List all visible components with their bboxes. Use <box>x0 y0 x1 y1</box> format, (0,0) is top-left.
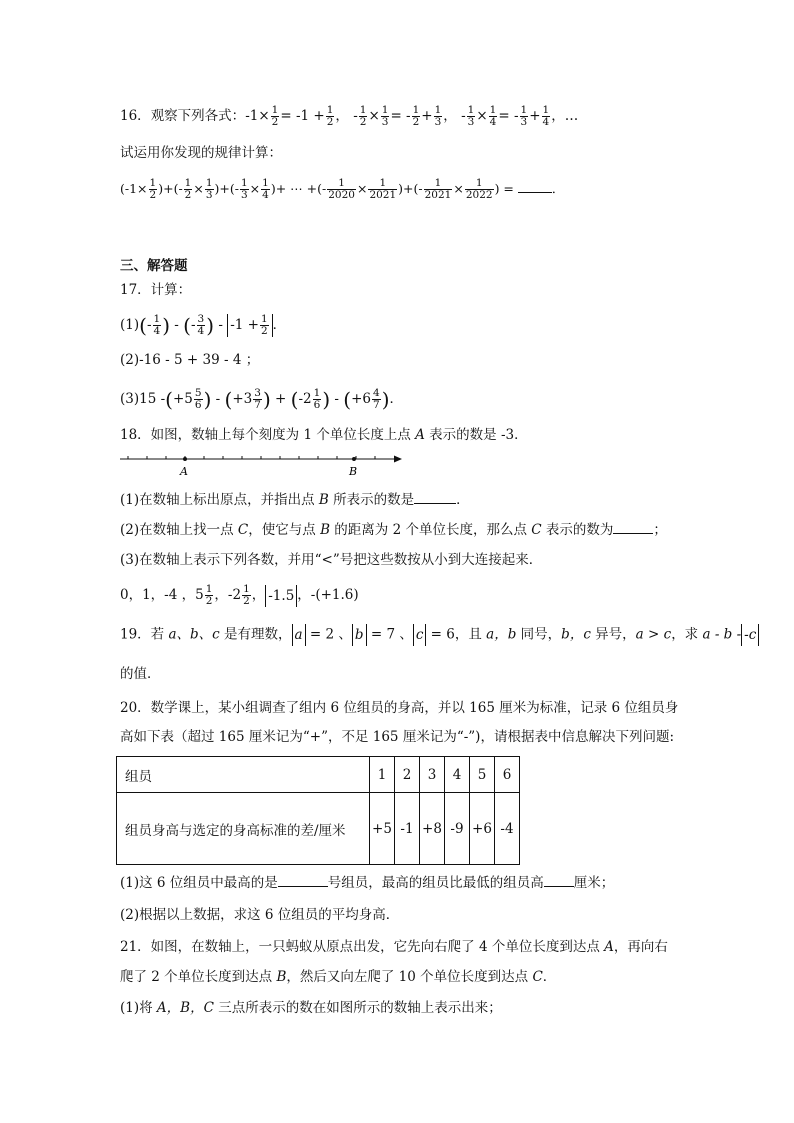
fraction: $\frac{1}{2}$ <box>412 104 420 128</box>
table-cell: 4 <box>445 757 470 793</box>
q16-observe-line: 16．观察下列各式：-1× $\frac{1}{2}$ = -1 + $\frac{1}{2}$ ， - $\frac{1}{2}$ × $\frac{1}{3}$ = - $\frac{1}{2}$ + $\frac{1}{3}$ ， - $\frac{1}{3}$ × $\frac{1}{4}$ = - $\frac{1}{3}$ + $\frac{1}{4}$ ，… <box>120 104 579 128</box>
fraction: $\frac{1}{2}$ <box>184 177 192 201</box>
fraction: $\frac{1}{2}$ <box>260 313 268 337</box>
table-cell: +5 <box>370 793 395 865</box>
table-row <box>117 757 520 793</box>
fraction: $\frac{1}{3}$ <box>520 104 528 128</box>
answer-blank <box>278 886 328 887</box>
fraction: $\frac{1}{2}$ <box>149 177 157 201</box>
table-cell: -1 <box>395 793 420 865</box>
q21-line2: 爬了 2 个单位长度到达点 B，然后又向左爬了 10 个单位长度到达点 C． <box>120 969 557 985</box>
fraction: $\frac{1}{4}$ <box>542 104 550 128</box>
fraction: $\frac{1}{3}$ <box>205 177 213 201</box>
q18-numbers: 0，1，-4 ，5 $\frac{1}{2}$ ，-2 $\frac{1}{2}$ ， -1.5 ，-(+1.6) <box>120 583 359 607</box>
table-cell: +6 <box>470 793 495 865</box>
q20-line2: 高如下表（超过 165 厘米记为“+”，不足 165 厘米记为“-”)，请根据表中信息解决下列问题: <box>120 729 674 745</box>
fraction: $\frac{1}{2021}$ <box>369 177 397 201</box>
fraction: $\frac{1}{3}$ <box>467 104 475 128</box>
q16-instruction: 试运用你发现的规律计算： <box>120 145 282 161</box>
fraction: $\frac{1}{4}$ <box>262 177 269 201</box>
q21-part1: (1)将 A，B，C 三点所表示的数在如图所示的数轴上表示出来； <box>120 1000 502 1016</box>
table-cell: 3 <box>420 757 445 793</box>
fraction: $\frac{1}{2}$ <box>243 583 250 607</box>
point-b <box>352 457 356 461</box>
answer-blank <box>518 192 552 193</box>
table-cell: 2 <box>395 757 420 793</box>
point-a <box>183 457 187 461</box>
arrow-icon <box>394 456 402 463</box>
table-row-label: 组员身高与选定的身高标准的差/厘米 <box>117 793 370 865</box>
fraction: $\frac{1}{4}$ <box>489 104 497 128</box>
fraction: $\frac{1}{6}$ <box>313 387 321 411</box>
fraction: $\frac{1}{2}$ <box>271 104 279 128</box>
q16-expression: (-1× $\frac{1}{2}$ )+(- $\frac{1}{2}$ × $\frac{1}{3}$ )+(- $\frac{1}{3}$ × $\frac{1}{4}$ )+ ⋯ +(- $\frac{1}{2020}$ × $\frac{1}{2021}$ )+(- $\frac{1}{2021}$ × $\frac{1}{2022}$ ) = ． <box>120 177 565 201</box>
q20-line1: 20．数学课上，某小组调查了组内 6 位组员的身高，并以 165 厘米为标准，记录 6 位组员身 <box>120 700 679 716</box>
q17-title: 17．计算： <box>120 282 192 298</box>
q19-question: 19．若 a、b、c 是有理数， a = 2 、 b = 7 、 c = 6，且 a，b 同号，b，c 异号，a > c，求 a - b - -c <box>120 624 759 646</box>
fraction: $\frac{1}{2}$ <box>359 104 367 128</box>
fraction: $\frac{1}{4}$ <box>153 313 161 337</box>
q18-part1: (1)在数轴上标出原点，并指出点 B 所表示的数是 ． <box>120 492 470 508</box>
table-cell: 5 <box>470 757 495 793</box>
table-cell: +8 <box>420 793 445 865</box>
q19-line2: 的值． <box>120 666 161 682</box>
fraction: $\frac{3}{4}$ <box>197 313 205 337</box>
table-cell: 6 <box>495 757 520 793</box>
q18-part2: (2)在数轴上找一点 C，使它与点 B 的距离为 2 个单位长度，那么点 C 表示的数为 ； <box>120 522 667 538</box>
fraction: $\frac{5}{6}$ <box>194 387 202 411</box>
q20-part2: (2)根据以上数据，求这 6 位组员的平均身高． <box>120 907 400 923</box>
q18-part3: (3)在数轴上表示下列各数，并用“<”号把这些数按从小到大连接起来． <box>120 552 543 568</box>
fraction: $\frac{1}{2022}$ <box>465 177 493 201</box>
answer-blank <box>613 533 653 534</box>
table-cell: -9 <box>445 793 470 865</box>
fraction: $\frac{1}{3}$ <box>381 104 389 128</box>
label-a: A <box>180 465 188 478</box>
table-row <box>117 793 520 865</box>
fraction: $\frac{1}{2020}$ <box>328 177 355 201</box>
q17-part1: (1)(- $\frac{1}{4}$ ) - (- $\frac{3}{4}$ ) - -1 + $\frac{1}{2}$ ． <box>120 313 287 338</box>
q18-question: 18．如图，数轴上每个刻度为 1 个单位长度上点 A 表示的数是 -3． <box>120 427 528 443</box>
fraction: $\frac{4}{7}$ <box>373 387 380 411</box>
number-line <box>118 450 408 480</box>
q17-part2: (2)-16 - 5 + 39 - 4 ； <box>120 352 260 368</box>
table-cell: 1 <box>370 757 395 793</box>
table-cell: -4 <box>495 793 520 865</box>
answer-blank <box>544 886 574 887</box>
fraction: $\frac{3}{7}$ <box>254 387 261 411</box>
heights-table <box>116 756 520 865</box>
fraction: $\frac{1}{2}$ <box>205 583 213 607</box>
label-b: B <box>349 465 358 478</box>
answer-blank <box>414 503 456 504</box>
q20-part1: (1)这 6 位组员中最高的是 号组员，最高的组员比最低的组员高 厘米； <box>120 875 615 891</box>
section-title: 三、解答题 <box>120 258 188 274</box>
absolute-value: -1.5 <box>265 585 297 607</box>
fraction: $\frac{1}{3}$ <box>434 104 442 128</box>
fraction: $\frac{1}{2021}$ <box>424 177 452 201</box>
fraction: $\frac{1}{2}$ <box>326 104 334 128</box>
table-header-label: 组员 <box>117 757 370 793</box>
fraction: $\frac{1}{3}$ <box>240 177 248 201</box>
q17-part3: (3)15 -(+5 $\frac{5}{6}$ ) - (+3 $\frac{3}{7}$ ) + (-2 $\frac{1}{6}$ ) - (+6 $\frac{4}{7}$ )． <box>120 387 403 412</box>
q21-line1: 21．如图，在数轴上，一只蚂蚁从原点出发，它先向右爬了 4 个单位长度到达点 A，再向右 <box>120 939 668 955</box>
absolute-value: -1 + $\frac{1}{2}$ <box>227 314 272 337</box>
